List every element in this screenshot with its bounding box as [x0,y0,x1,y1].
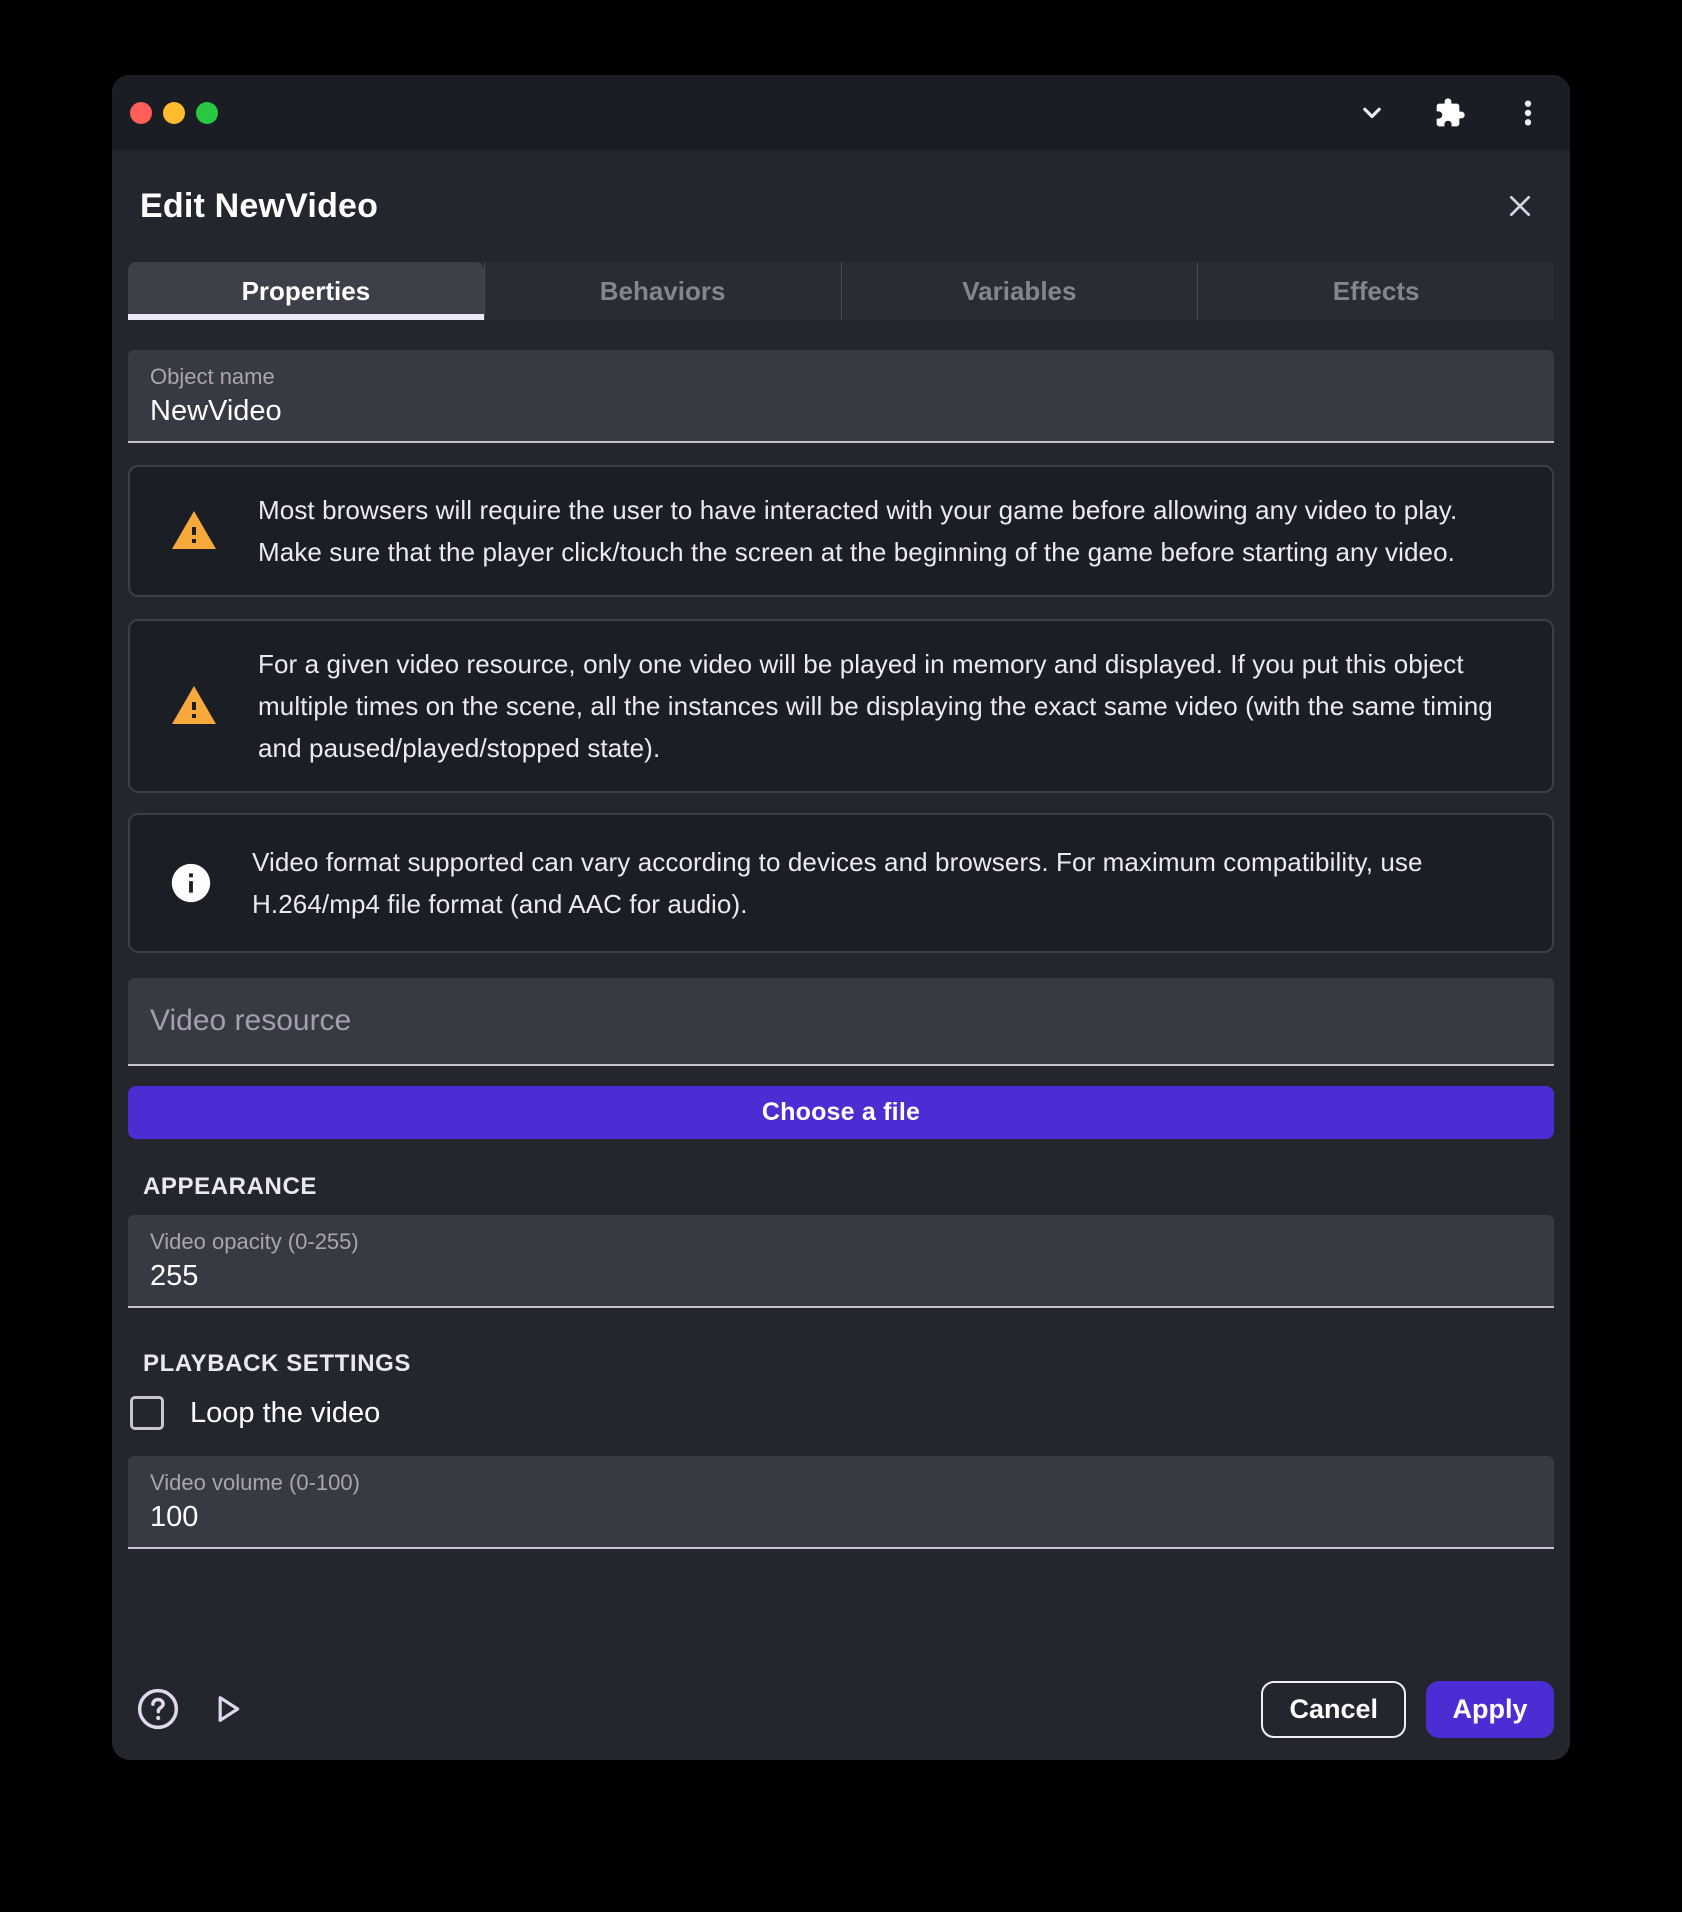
more-vert-icon[interactable] [1512,97,1544,129]
chevron-down-icon[interactable] [1356,97,1388,129]
video-volume-input[interactable] [150,1497,1532,1537]
video-opacity-field [128,1215,1554,1308]
tab-behaviors[interactable]: Behaviors [484,262,841,320]
playback-section-title: PLAYBACK SETTINGS [143,1350,412,1377]
loop-video-checkbox-row[interactable] [128,1396,1554,1430]
video-resource-field [128,978,1554,1066]
warning-alert-text: Most browsers will require the user to have interacted with your game before allowing any video to play. Make sure that the player click/touch the screen at the beginning of the game before starting any video. [258,495,1458,567]
tab-effects[interactable]: Effects [1197,262,1554,320]
minimize-traffic-light[interactable] [163,102,185,124]
video-opacity-input[interactable] [150,1256,1532,1296]
apply-button[interactable]: Apply [1426,1681,1554,1738]
warning-alert-text: For a given video resource, only one video will be played in memory and displayed. If you put this object multiple times on the scene, all the instances will be displaying the exact same video (with the same timing and paused/played/stopped state). [258,649,1493,763]
titlebar [112,75,1570,150]
object-name-input[interactable] [150,391,1532,431]
appearance-section-title: APPEARANCE [143,1173,318,1200]
edit-object-window [112,75,1570,1760]
footer-buttons [1261,1681,1554,1738]
tab-properties[interactable]: Properties [128,262,484,320]
info-alert-text: Video format supported can vary according to devices and browsers. For maximum compatibility, use H.264/mp4 file format (and AAC for audio). [252,847,1423,919]
choose-file-button[interactable]: Choose a file [128,1086,1554,1139]
dialog-title: Edit NewVideo [140,186,379,225]
loop-video-label: Loop the video [190,1396,381,1429]
warning-alert-single-playback [128,619,1554,793]
video-volume-field [128,1456,1554,1549]
video-opacity-label: Video opacity (0-255) [150,1229,359,1254]
video-volume-label: Video volume (0-100) [150,1470,360,1495]
warning-alert-interaction [128,465,1554,597]
zoom-traffic-light[interactable] [196,102,218,124]
close-traffic-light[interactable] [130,102,152,124]
tab-bar [128,262,1554,320]
footer-icons [136,1687,246,1731]
warning-icon [168,682,220,730]
warning-icon [168,507,220,555]
loop-video-checkbox[interactable] [130,1396,164,1430]
object-name-field [128,350,1554,443]
dialog-footer [128,1680,1554,1760]
object-name-label: Object name [150,364,275,389]
traffic-lights [130,102,218,124]
titlebar-actions [1356,97,1544,129]
cancel-button[interactable]: Cancel [1261,1681,1406,1738]
tab-variables[interactable]: Variables [841,262,1198,320]
edit-object-dialog [112,150,1570,1760]
dialog-header [128,150,1554,262]
close-dialog-button[interactable] [1498,184,1542,228]
video-resource-input[interactable] [150,1001,1532,1041]
info-alert-format [128,813,1554,953]
help-icon[interactable] [136,1687,180,1731]
play-preview-icon[interactable] [206,1689,246,1729]
info-icon [168,860,214,906]
extension-puzzle-icon[interactable] [1434,97,1466,129]
